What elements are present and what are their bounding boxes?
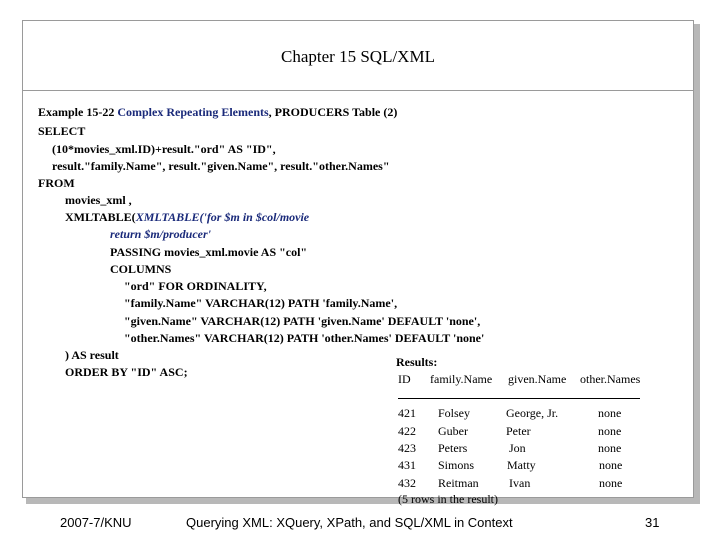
xquery-for: XMLTABLE('for $m in $col/movie: [135, 210, 310, 224]
code-line-return: return $m/producer': [110, 227, 212, 241]
page-number: 31: [645, 515, 660, 530]
code-line-family: "family.Name" VARCHAR(12) PATH 'family.Name',: [124, 296, 398, 310]
footer-center: Querying XML: XQuery, XPath, and SQL/XML in Context: [186, 515, 513, 530]
cell-given: Peter: [506, 424, 531, 438]
code-line-other: "other.Names" VARCHAR(12) PATH 'other.Names' DEFAULT 'none': [124, 331, 485, 345]
cell-id: 423: [398, 441, 416, 455]
code-line-order-by: ORDER BY "ID" ASC;: [65, 365, 188, 379]
results-header-id: ID: [398, 372, 411, 386]
cell-other: none: [599, 476, 623, 490]
slide-title: Chapter 15 SQL/XML: [281, 47, 435, 66]
title-box: [22, 20, 694, 91]
example-highlight: Complex Repeating Elements: [117, 105, 269, 119]
cell-family: Guber: [438, 424, 468, 438]
results-header-other: other.Names: [580, 372, 641, 386]
results-header-family: family.Name: [430, 372, 493, 386]
code-line-id-expr: (10*movies_xml.ID)+result."ord" AS "ID",: [52, 142, 276, 156]
cell-family: Peters: [438, 441, 468, 455]
cell-other: none: [598, 424, 622, 438]
cell-id: 431: [398, 458, 416, 472]
code-line-ord: "ord" FOR ORDINALITY,: [124, 279, 267, 293]
code-line-xmltable: XMLTABLE(XMLTABLE('for $m in $col/movie: [65, 210, 310, 224]
code-line-table: movies_xml ,: [65, 193, 132, 207]
cell-family: Folsey: [438, 406, 471, 420]
cell-given: George, Jr.: [506, 406, 559, 420]
cell-other: none: [599, 458, 623, 472]
code-line-passing: PASSING movies_xml.movie AS "col": [110, 245, 308, 259]
example-label: Example 15-22: [38, 105, 115, 119]
results-label: Results:: [396, 355, 438, 369]
cell-id: 422: [398, 424, 416, 438]
cell-family: Reitman: [438, 476, 479, 490]
example-heading: [38, 105, 397, 119]
code-line-given: "given.Name" VARCHAR(12) PATH 'given.Name' DEFAULT 'none',: [124, 314, 481, 328]
code-line-as-result: ) AS result: [65, 348, 119, 362]
code-line-columns-kw: COLUMNS: [110, 262, 172, 276]
cell-other: none: [598, 441, 622, 455]
code-line-columns: result."family.Name", result."given.Name", result."other.Names": [52, 159, 390, 173]
cell-other: none: [598, 406, 622, 420]
cell-id: 421: [398, 406, 416, 420]
code-line-select: SELECT: [38, 124, 86, 138]
cell-id: 432: [398, 476, 416, 490]
results-note: (5 rows in the result): [398, 492, 498, 506]
results-divider: [398, 398, 640, 399]
cell-given: Ivan: [509, 476, 531, 490]
example-suffix: , PRODUCERS Table (2): [268, 105, 398, 119]
code-line-from: FROM: [38, 176, 75, 190]
content-frame: [22, 20, 694, 498]
cell-given: Matty: [507, 458, 536, 472]
results-header-given: given.Name: [508, 372, 567, 386]
footer-left: 2007-7/KNU: [60, 515, 132, 530]
cell-given: Jon: [509, 441, 526, 455]
cell-family: Simons: [438, 458, 475, 472]
